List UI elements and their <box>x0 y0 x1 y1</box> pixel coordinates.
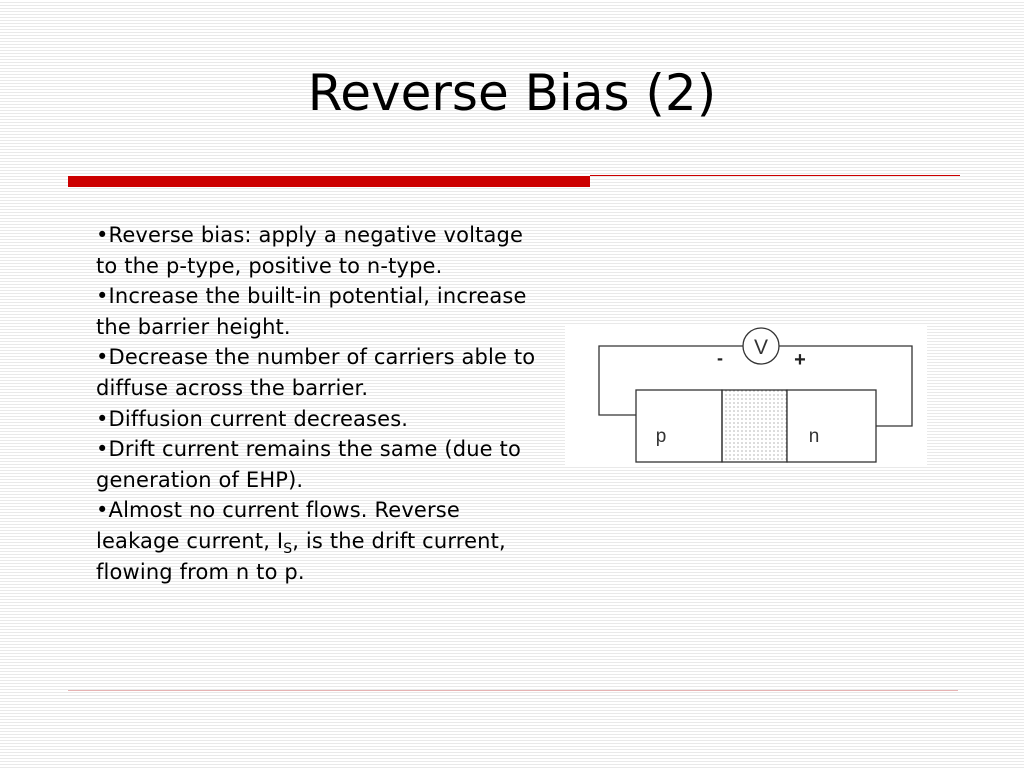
p-region-label: p <box>655 426 667 447</box>
depletion-region <box>722 390 787 462</box>
bullet-marker: • <box>96 437 109 462</box>
bullet-text: Increase the built-in potential, increase the barrier height. <box>96 284 527 339</box>
voltmeter-label: V <box>753 336 769 359</box>
bullet-item <box>96 495 546 587</box>
title-underline-thick <box>68 176 590 187</box>
bullet-text: Reverse bias: apply a negative voltage to the p-type, positive to n-type. <box>96 223 524 278</box>
bullet-marker: • <box>96 223 109 247</box>
bullet-text: Decrease the number of carriers able to diffuse across the barrier. <box>96 345 536 400</box>
positive-terminal-label: + <box>794 349 806 371</box>
bullet-item <box>96 281 546 342</box>
bullet-subscript: S <box>283 541 293 558</box>
bullet-item <box>96 404 546 435</box>
negative-terminal-label: - <box>717 348 723 368</box>
bullet-marker: • <box>96 284 109 309</box>
bullet-text: Almost no current flows. Reverse leakage current, I <box>96 498 460 553</box>
bullet-marker: • <box>96 406 109 431</box>
bullet-text: Diffusion current decreases. <box>108 406 409 431</box>
n-region-label: n <box>808 426 820 447</box>
bullet-item <box>96 220 546 281</box>
p-region <box>636 390 722 462</box>
bullet-text: Drift current remains the same (due to generation of EHP). <box>96 437 521 492</box>
title-underline-thin <box>590 175 960 176</box>
bullet-list <box>96 220 546 587</box>
bullet-marker: • <box>96 345 109 370</box>
bullet-marker: • <box>96 498 109 523</box>
bullet-text: , is the drift current, flowing from n to p. <box>96 528 506 584</box>
bullet-item <box>96 434 546 495</box>
n-region <box>787 390 876 462</box>
slide-title: Reverse Bias (2) <box>307 64 717 122</box>
pn-junction-diagram <box>565 326 927 466</box>
footer-divider <box>68 690 958 691</box>
bullet-item <box>96 342 546 403</box>
pn-junction-svg <box>565 326 927 466</box>
